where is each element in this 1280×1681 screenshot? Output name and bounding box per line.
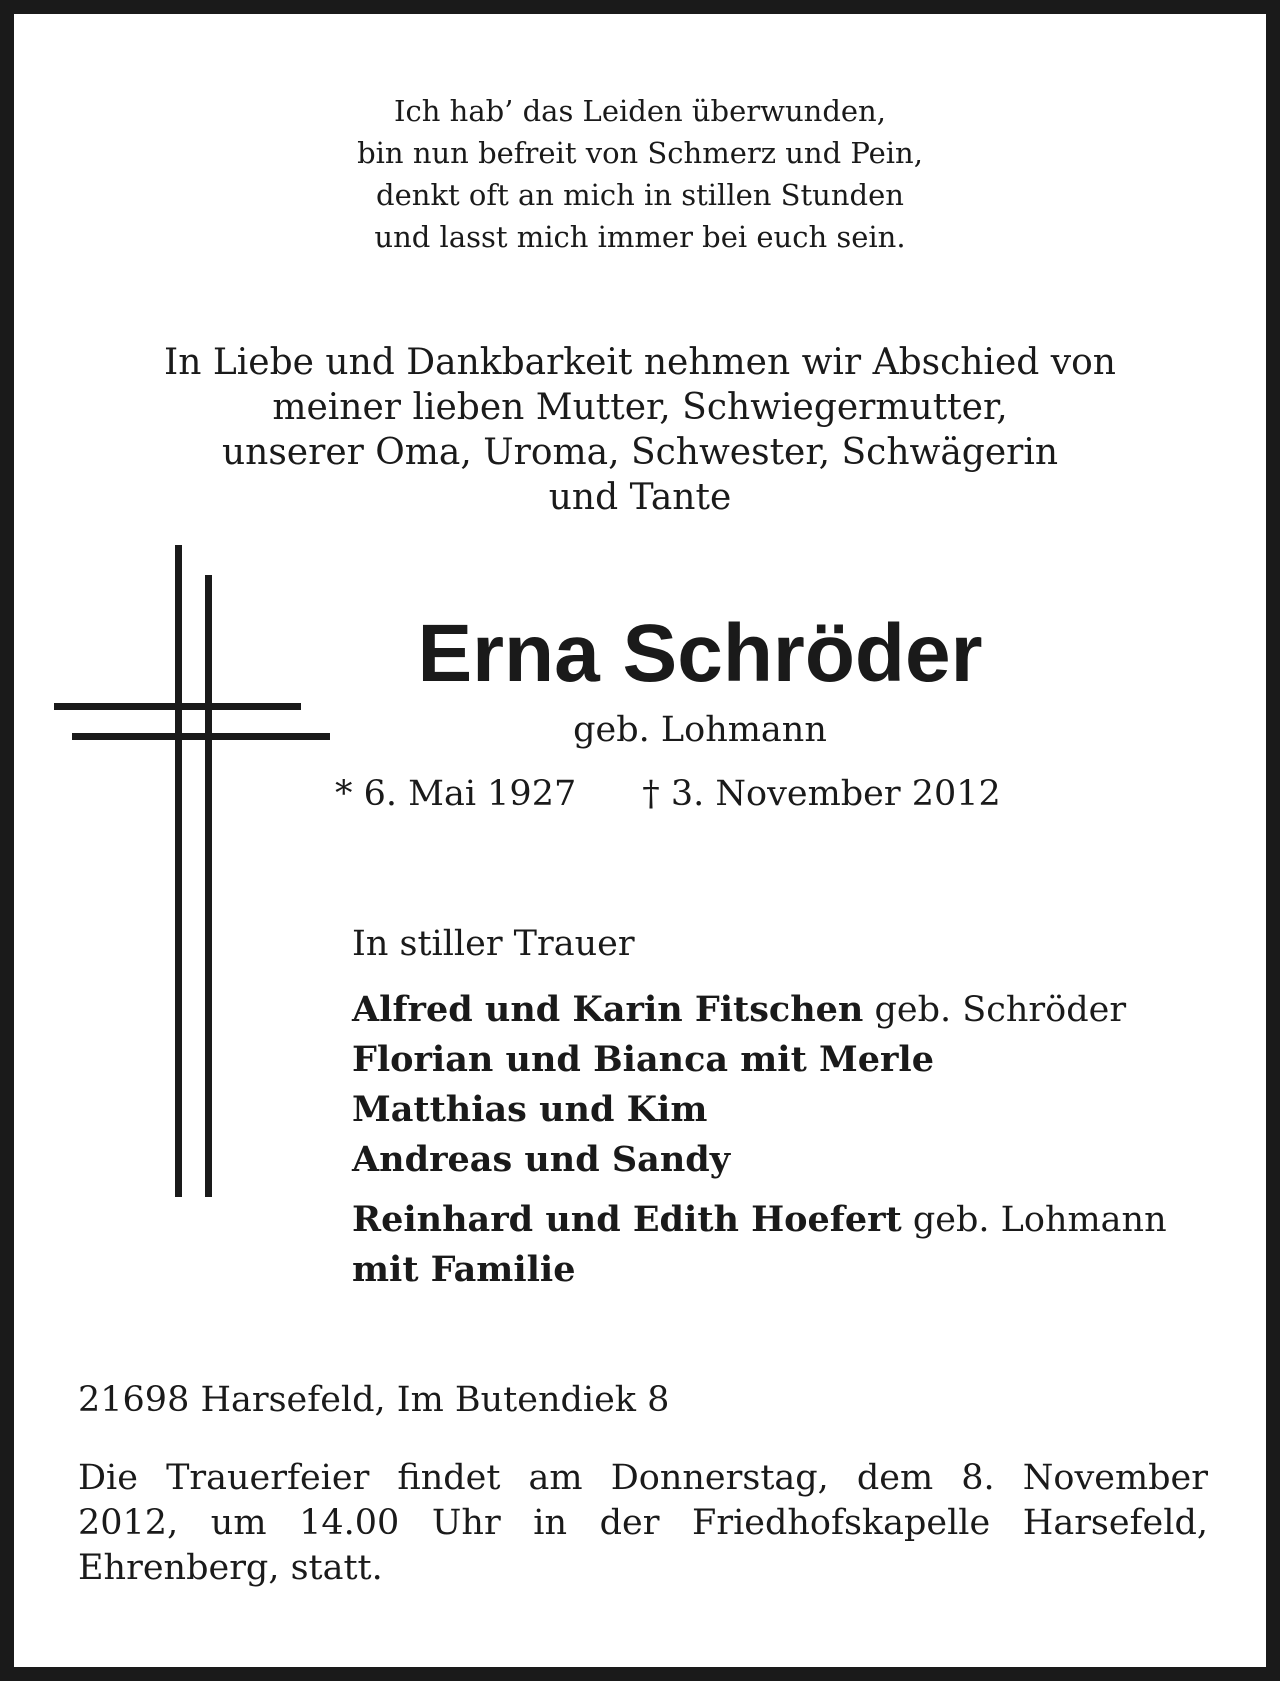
mourner-row [352,985,1167,1035]
family-address: 21698 Harsefeld, Im Butendiek 8 [78,1380,670,1420]
death-date: † 3. November 2012 [642,774,1001,814]
double-line-cross-icon [50,545,335,1200]
mourner-names: Florian und Bianca mit Merle [352,1039,934,1080]
mourner-names: Andreas und Sandy [352,1139,731,1180]
intro-line: und Tante [548,477,732,518]
poem-line: und lasst mich immer bei euch sein. [374,220,906,254]
intro-line: In Liebe und Dankbarkeit nehmen wir Abschied von [164,342,1116,383]
mourner-row [352,1085,1167,1135]
mourner-names: Matthias und Kim [352,1089,708,1130]
birth-date: * 6. Mai 1927 [335,774,577,814]
mourning-label: In stiller Trauer [352,924,635,964]
mourner-row [352,1195,1167,1245]
deceased-name: Erna Schröder [417,608,983,699]
mourner-birth-name: geb. Schröder [863,990,1127,1030]
funeral-line: Ehrenberg, statt. [78,1548,383,1588]
mourners-list [352,985,1167,1295]
funeral-notice [78,1456,1208,1591]
poem [0,90,1280,258]
poem-line: bin nun befreit von Schmerz und Pein, [357,136,923,170]
birth-name: geb. Lohmann [573,710,827,750]
mourner-names: Reinhard und Edith Hoefert [352,1199,902,1240]
funeral-line: Die Trauerfeier findet am Donnerstag, dem 8. November [78,1458,1208,1498]
mourner-row [352,1035,1167,1085]
mourner-row [352,1245,1167,1295]
poem-line: denkt oft an mich in stillen Stunden [376,178,904,212]
mourner-birth-name: geb. Lohmann [901,1200,1167,1240]
life-dates [335,772,1001,816]
mourner-names: mit Familie [352,1249,576,1290]
poem-line: Ich hab’ das Leiden überwunden, [394,94,886,128]
intro-line: meiner lieben Mutter, Schwiegermutter, [272,387,1008,428]
funeral-line: 2012, um 14.00 Uhr in der Friedhofskapelle Harsefeld, [78,1503,1208,1543]
mourner-row [352,1135,1167,1185]
mourner-names: Alfred und Karin Fitschen [352,989,864,1030]
farewell-intro [0,340,1280,520]
intro-line: unserer Oma, Uroma, Schwester, Schwägerin [221,432,1059,473]
